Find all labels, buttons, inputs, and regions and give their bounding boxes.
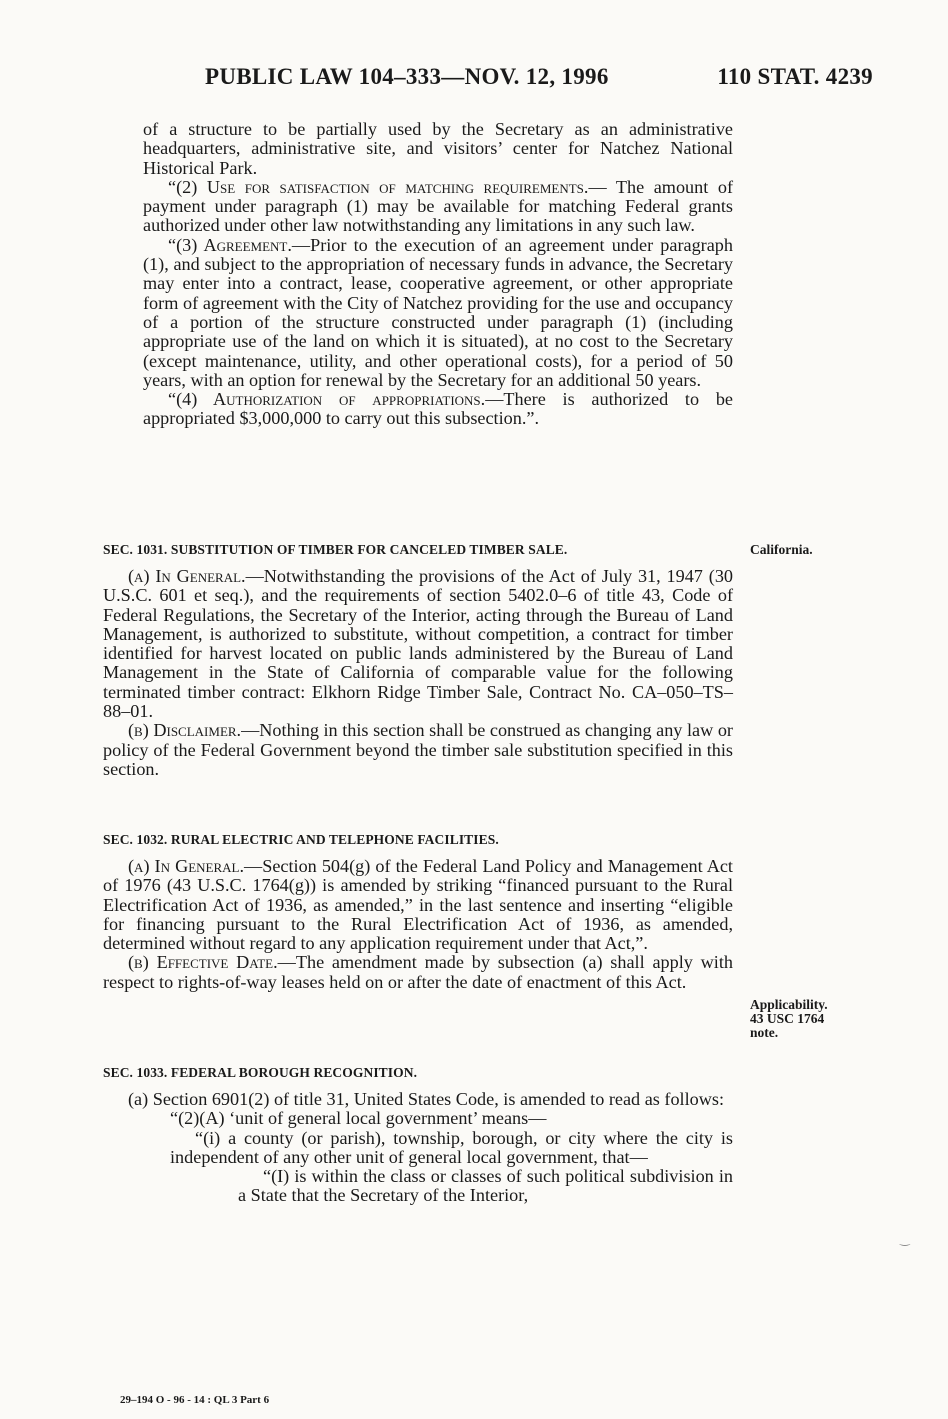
section-1033-a: (a) Section 6901(2) of title 31, United States Code, is amended to read as follows: bbox=[128, 1089, 725, 1109]
section-1033 bbox=[103, 1063, 733, 1206]
section-1033-subclause-I: “(I) is within the class or classes of such political subdivision in a State that the Secretary of the Interior, bbox=[238, 1166, 733, 1206]
margin-note-applicability bbox=[750, 998, 860, 1040]
section-1031 bbox=[103, 540, 733, 779]
paragraph-4-text: There is authorized to be appropriated $3,000,000 to carry out this subsection.”. bbox=[143, 389, 733, 429]
paragraph-2-heading: “(2) Use for satisfaction of matching requirements.— bbox=[168, 176, 607, 197]
margin-note-note: note. bbox=[750, 1025, 779, 1040]
section-1031-a bbox=[103, 567, 733, 721]
section-1031-a-heading: (a) In General.— bbox=[128, 566, 264, 586]
continuation-block bbox=[143, 120, 733, 429]
paragraph-3-text: Prior to the execution of an agreement under paragraph (1), and subject to the appropriation of necessary funds in advance, the Secretary may enter into a contract, lease, cooperative agreement, or other appropriate form of agreement with the City of Natchez providing for the use and occupancy of a portion of the structure constructed under paragraph (1) (including appropriate use of the land on which it is situated), at no cost to the Secretary (except maintenance, utility, and other operational costs), for a period of 50 years, with an option for renewal by the Secretary for an additional 50 years. bbox=[143, 234, 733, 390]
continuation-text: of a structure to be partially used by the Secretary as an administrative headquarters, administrative site, and visitors’ center for Natchez National Historical Park. bbox=[143, 119, 733, 178]
paragraph-3 bbox=[143, 236, 733, 390]
section-1032-a-text: Section 504(g) of the Federal Land Policy and Management Act of 1976 (43 U.S.C. 1764(g)) is amended by striking “financed pursuant to the Rural Electrification Act of 1936, as amended,” in the last sentence and inserting “eligible for financing pursuant to the Rural Electrification Act of 1936, as amended, determined without regard to any application requirement under that Act,”. bbox=[103, 856, 733, 954]
paragraph-4-heading: “(4) Authorization of appropriations.— bbox=[168, 389, 504, 410]
paragraph-2 bbox=[143, 178, 733, 236]
margin-note-applicability-label: Applicability. bbox=[750, 997, 828, 1012]
section-1031-b-heading: (b) Disclaimer.— bbox=[128, 720, 260, 741]
footer-print-code: 29–194 O - 96 - 14 : QL 3 Part 6 bbox=[120, 1394, 270, 1406]
paragraph-4 bbox=[143, 390, 733, 429]
section-1033-title: SEC. 1033. FEDERAL BOROUGH RECOGNITION. bbox=[103, 1065, 418, 1080]
section-1032 bbox=[103, 830, 733, 992]
section-1032-b-heading: (b) Effective Date.— bbox=[128, 952, 296, 973]
section-1032-a-heading: (a) In General.— bbox=[128, 856, 263, 876]
header-stat-page: 110 STAT. 4239 bbox=[717, 64, 873, 89]
section-1032-a bbox=[103, 857, 733, 953]
scan-mark: ‿ bbox=[900, 1232, 910, 1246]
section-1032-b bbox=[103, 953, 733, 992]
margin-note-california: California. bbox=[750, 542, 813, 557]
section-1031-a-text: Notwithstanding the provisions of the Act of July 31, 1947 (30 U.S.C. 601 et seq.), and the requirements of section 5402.0–6 of title 43, Code of Federal Regulations, the Secretary of the Interior, acting through the Bureau of Land Management, is authorized to substitute, without competition, a contract for timber identified for harvest located on public lands administered by the Bureau of Land Management in the State of California of comparable value for the following terminated timber contract: Elkhorn Ridge Timber Sale, Contract No. CA–050–TS–88–01. bbox=[103, 566, 734, 722]
paragraph-2-text: The amount of payment under paragraph (1) may be available for matching Federal grants authorized under other law notwithstanding any limitations in any such law. bbox=[143, 176, 733, 236]
section-1031-title: SEC. 1031. SUBSTITUTION OF TIMBER FOR CANCELED TIMBER SALE. bbox=[103, 542, 568, 557]
section-1031-b-text: Nothing in this section shall be construed as changing any law or policy of the Federal Government beyond the timber sale substitution specified in this section. bbox=[103, 720, 733, 779]
paragraph-3-heading: “(3) Agreement.— bbox=[168, 234, 311, 255]
section-1032-title: SEC. 1032. RURAL ELECTRIC AND TELEPHONE FACILITIES. bbox=[103, 832, 499, 847]
margin-note-usc-cite: 43 USC 1764 bbox=[750, 1011, 825, 1026]
section-1033-clause-i: “(i) a county (or parish), township, borough, or city where the city is independent of any other unit of general local government, that— bbox=[170, 1127, 733, 1167]
section-1031-b bbox=[103, 721, 733, 779]
section-1033-definition: “(2)(A) ‘unit of general local government’ means— bbox=[170, 1108, 547, 1129]
header-law-date: PUBLIC LAW 104–333—NOV. 12, 1996 bbox=[205, 64, 609, 89]
section-1032-b-text: The amendment made by subsection (a) shall apply with respect to rights-of-way leases held on or after the date of enactment of this Act. bbox=[103, 952, 733, 992]
